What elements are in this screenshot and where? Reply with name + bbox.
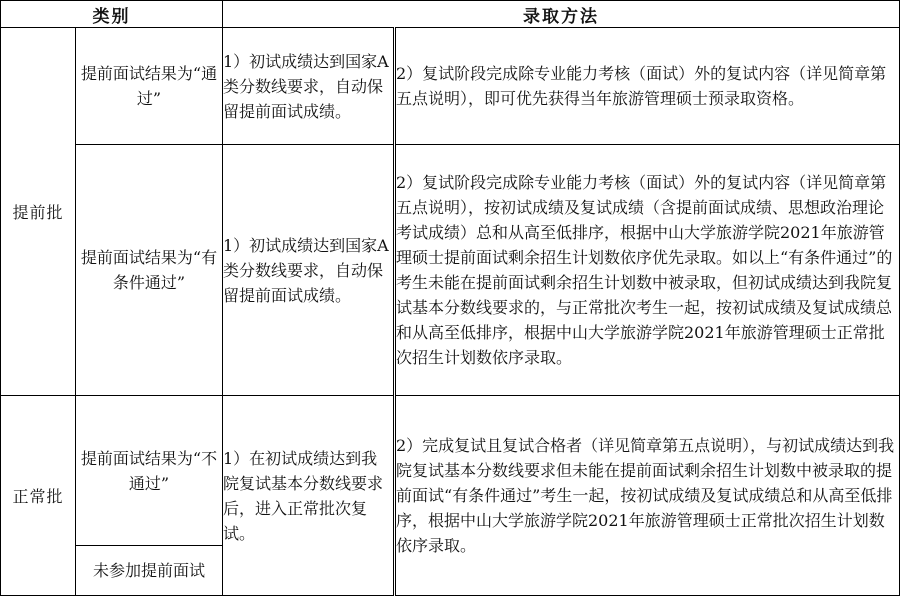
table-row [1,396,900,546]
table-row [1,145,900,396]
result-conditional-text: 提前面试结果为“有条件通过” [80,248,218,292]
table-row [1,28,900,145]
method-conditional: 2）复试阶段完成除专业能力考核（面试）外的复试内容（详见简章第五点说明），按初试成绩及复试成绩（含提前面试成绩、思想政治理论考试成绩）总和从高至低排序，根据中山大学旅游学院2021年旅游管理硕士提前面试剩余招生计划数依序优先录取。如以上“有条件通过”的考生未能在提前面试剩余招生计划数中被录取，但初试成绩达到我院复试基本分数线要求的，与正常批次考生一起，按初试成绩及复试成绩总和从高至低排序，根据中山大学旅游学院2021年旅游管理硕士正常批次招生计划数依序录取。 [395,145,900,396]
header-category: 类别 [1,1,223,28]
result-pass-text: 提前面试结果为“通过” [80,64,218,108]
result-fail-text: 提前面试结果为“不通过” [80,448,218,493]
rule-regular: 1）在初试成绩达到我院复试基本分数线要求后，进入正常批次复试。 [223,396,395,596]
header-row [1,1,900,28]
result-conditional [76,145,223,396]
rule-pass: 1）初试成绩达到国家A类分数线要求，自动保留提前面试成绩。 [223,28,395,145]
batch-early: 提前批 [1,28,76,396]
method-pass: 2）复试阶段完成除专业能力考核（面试）外的复试内容（详见简章第五点说明），即可优先获得当年旅游管理硕士预录取资格。 [395,28,900,145]
batch-regular: 正常批 [1,396,76,596]
result-fail [76,396,223,546]
result-absent: 未参加提前面试 [76,546,223,596]
result-pass [76,28,223,145]
rule-conditional: 1）初试成绩达到国家A类分数线要求，自动保留提前面试成绩。 [223,145,395,396]
method-regular: 2）完成复试且复试合格者（详见简章第五点说明），与初试成绩达到我院复试基本分数线要求但未能在提前面试剩余招生计划数中被录取的提前面试“有条件通过”考生一起，按初试成绩及复试成绩总和从高至低排序，根据中山大学旅游学院2021年旅游管理硕士正常批次招生计划数依序录取。 [395,396,900,596]
header-method: 录取方法 [223,1,900,28]
